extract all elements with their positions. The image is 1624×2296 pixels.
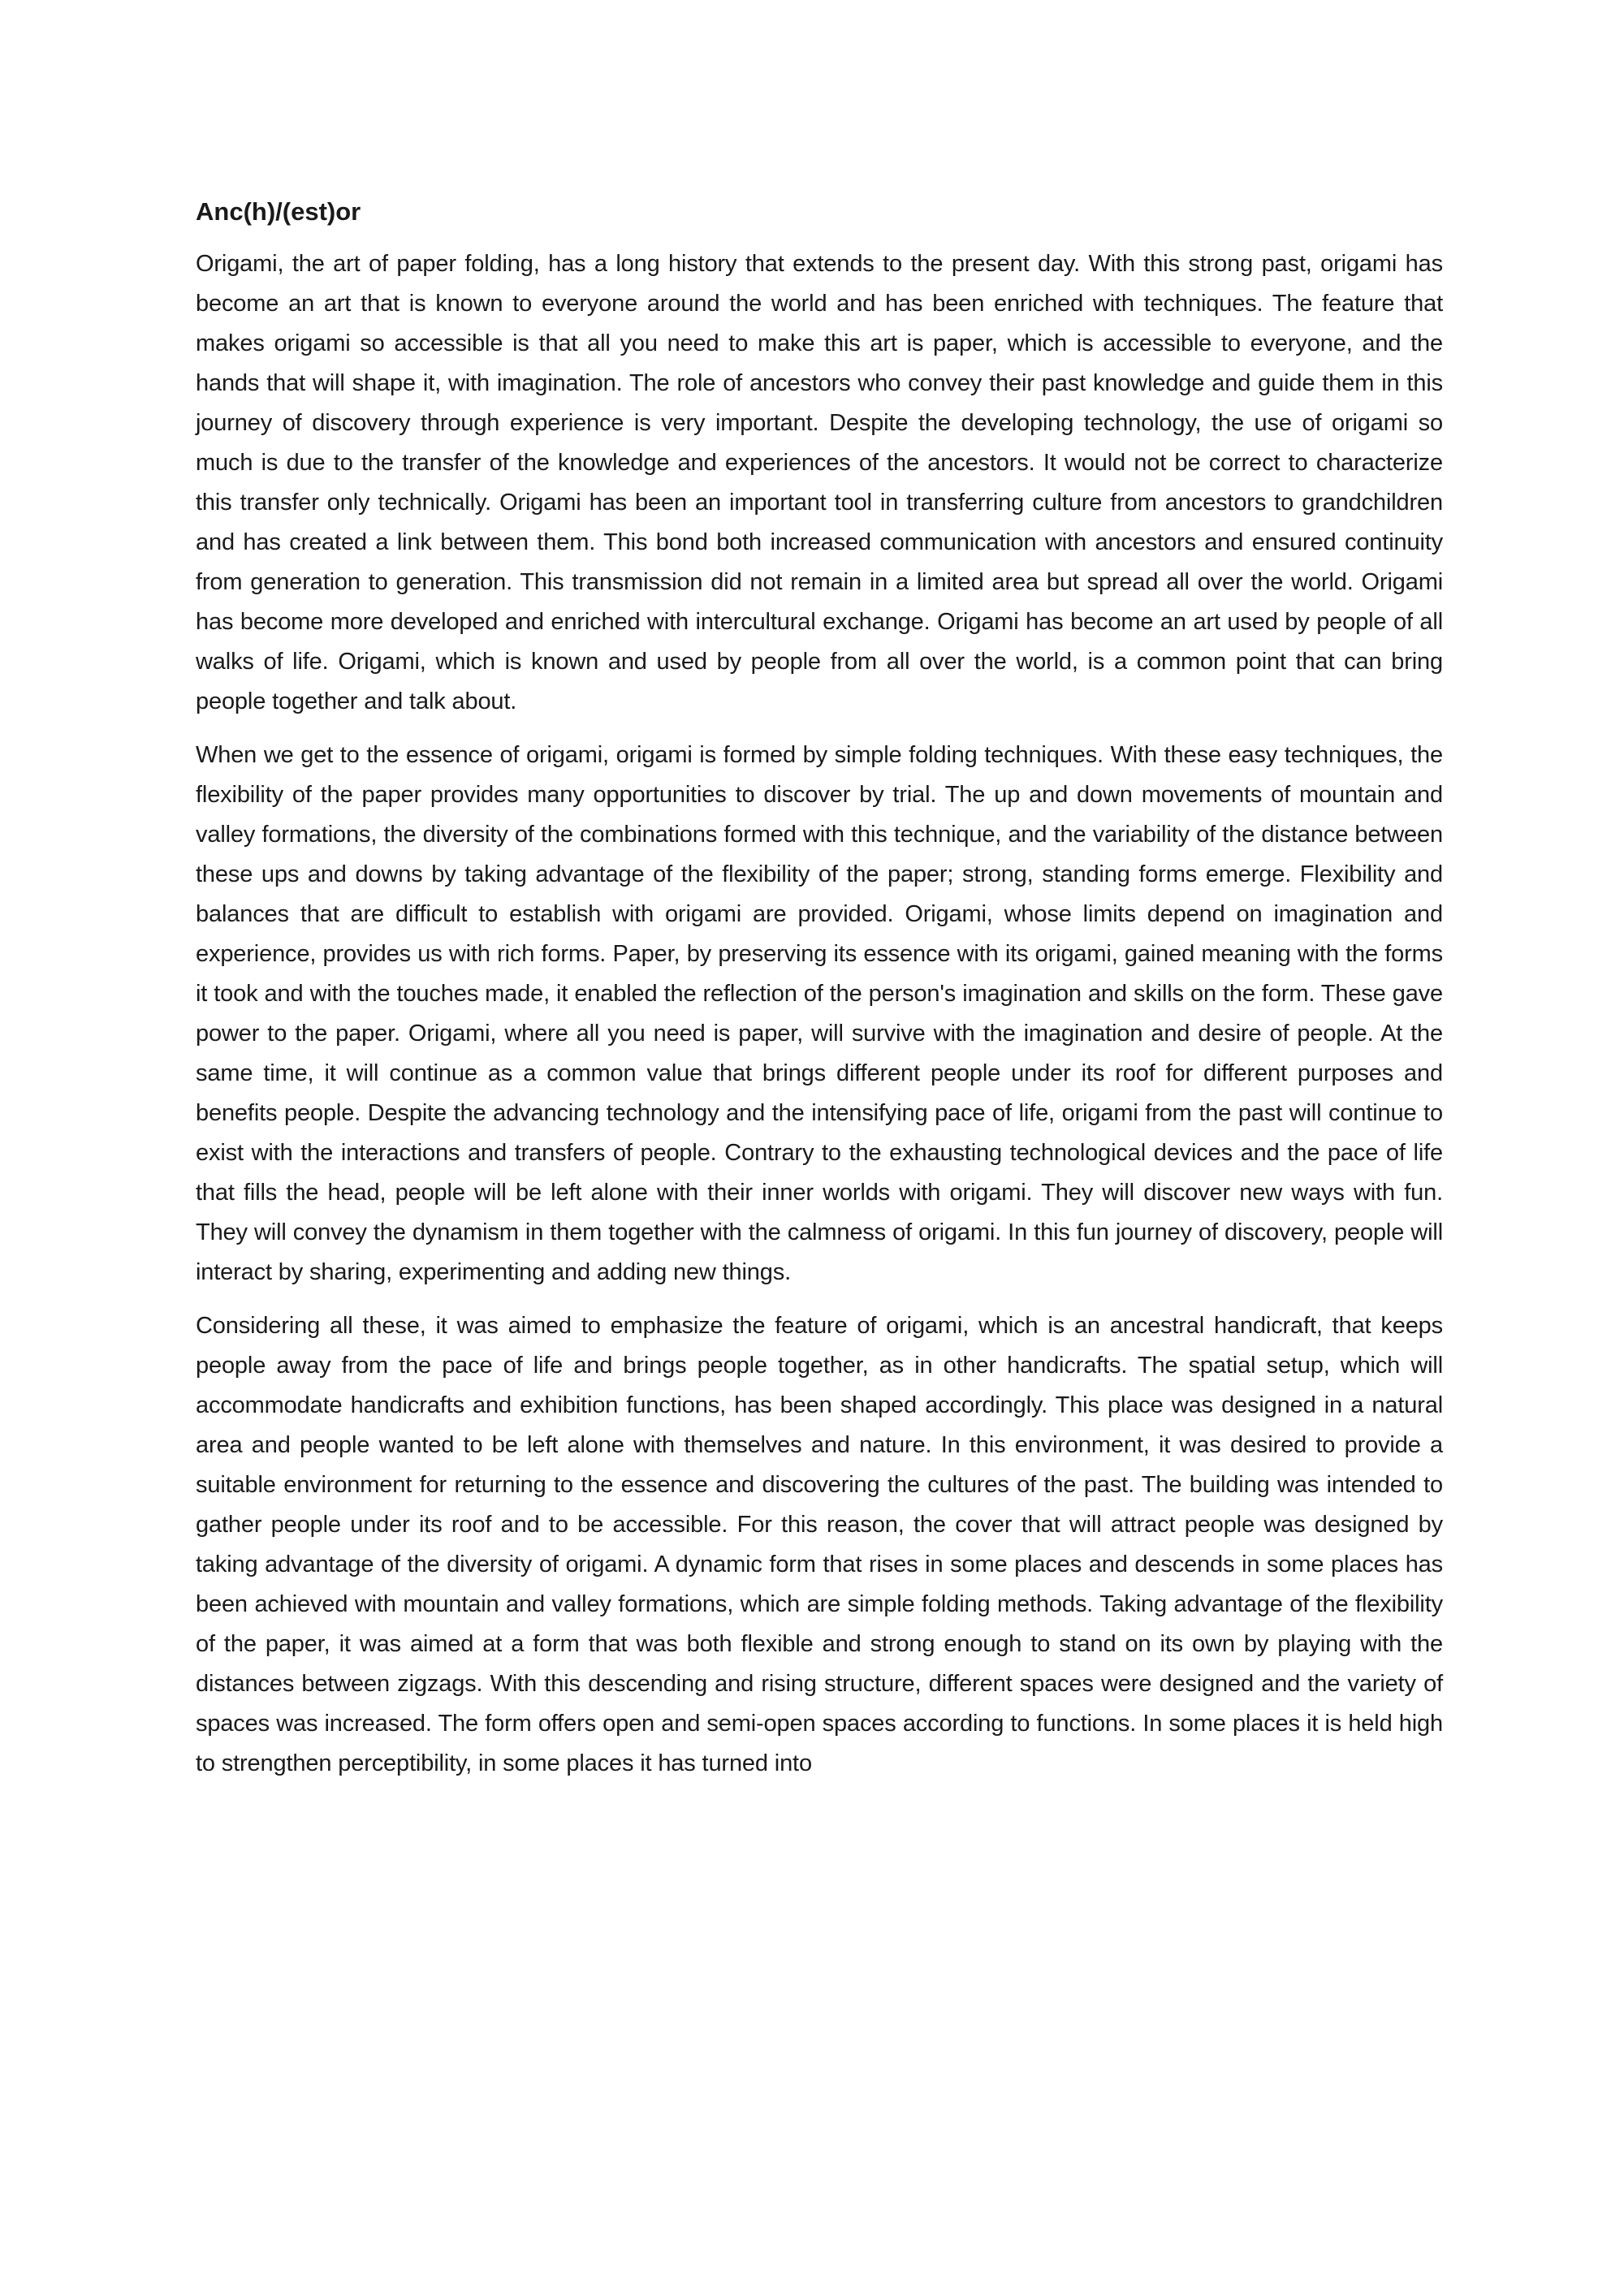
paragraph-1: Origami, the art of paper folding, has a long history that extends to the present day. With this strong past, origami has become an art that is known to everyone around the world and has been enriched with techniques. The feature that makes origami so accessible is that all you need to make this art is paper, which is accessible to everyone, and the hands that will shape it, with imagination. The role of ancestors who convey their past knowledge and guide them in this journey of discovery through experience is very important. Despite the developing technology, the use of origami so much is due to the transfer of the knowledge and experiences of the ancestors. It would not be correct to characterize this transfer only technically. Origami has been an important tool in transferring culture from ancestors to grandchildren and has created a link between them. This bond both increased communication with ancestors and ensured continuity from generation to generation. This transmission did not remain in a limited area but spread all over the world. Origami has become more developed and enriched with intercultural exchange. Origami has become an art used by people of all walks of life. Origami, which is known and used by people from all over the world, is a common point that can bring people together and talk about. <box>196 251 1443 714</box>
document-title: Anc(h)/(est)or <box>196 197 361 226</box>
paragraph-3: Considering all these, it was aimed to emphasize the feature of origami, which is an ancestral handicraft, that keeps people away from the pace of life and brings people together, as in other handicrafts. The spatial setup, which will accommodate handicrafts and exhibition functions, has been shaped accordingly. This place was designed in a natural area and people wanted to be left alone with themselves and nature. In this environment, it was desired to provide a suitable environment for returning to the essence and discovering the cultures of the past. The building was intended to gather people under its roof and to be accessible. For this reason, the cover that will attract people was designed by taking advantage of the diversity of origami. A dynamic form that rises in some places and descends in some places has been achieved with mountain and valley formations, which are simple folding methods. Taking advantage of the flexibility of the paper, it was aimed at a form that was both flexible and strong enough to stand on its own by playing with the distances between zigzags. With this descending and rising structure, different spaces were designed and the variety of spaces was increased. The form offers open and semi-open spaces according to functions. In some places it is held high to strengthen perceptibility, in some places it has turned into <box>196 1313 1443 1776</box>
document-page <box>196 192 1443 1798</box>
paragraph-2: When we get to the essence of origami, origami is formed by simple folding techniques. With these easy techniques, the flexibility of the paper provides many opportunities to discover by trial. The up and down movements of mountain and valley formations, the diversity of the combinations formed with this technique, and the variability of the distance between these ups and downs by taking advantage of the flexibility of the paper; strong, standing forms emerge. Flexibility and balances that are difficult to establish with origami are provided. Origami, whose limits depend on imagination and experience, provides us with rich forms. Paper, by preserving its essence with its origami, gained meaning with the forms it took and with the touches made, it enabled the reflection of the person's imagination and skills on the form. These gave power to the paper. Origami, where all you need is paper, will survive with the imagination and desire of people. At the same time, it will continue as a common value that brings different people under its roof for different purposes and benefits people. Despite the advancing technology and the intensifying pace of life, origami from the past will continue to exist with the interactions and transfers of people. Contrary to the exhausting technological devices and the pace of life that fills the head, people will be left alone with their inner worlds with origami. They will discover new ways with fun. They will convey the dynamism in them together with the calmness of origami. In this fun journey of discovery, people will interact by sharing, experimenting and adding new things. <box>196 742 1443 1285</box>
